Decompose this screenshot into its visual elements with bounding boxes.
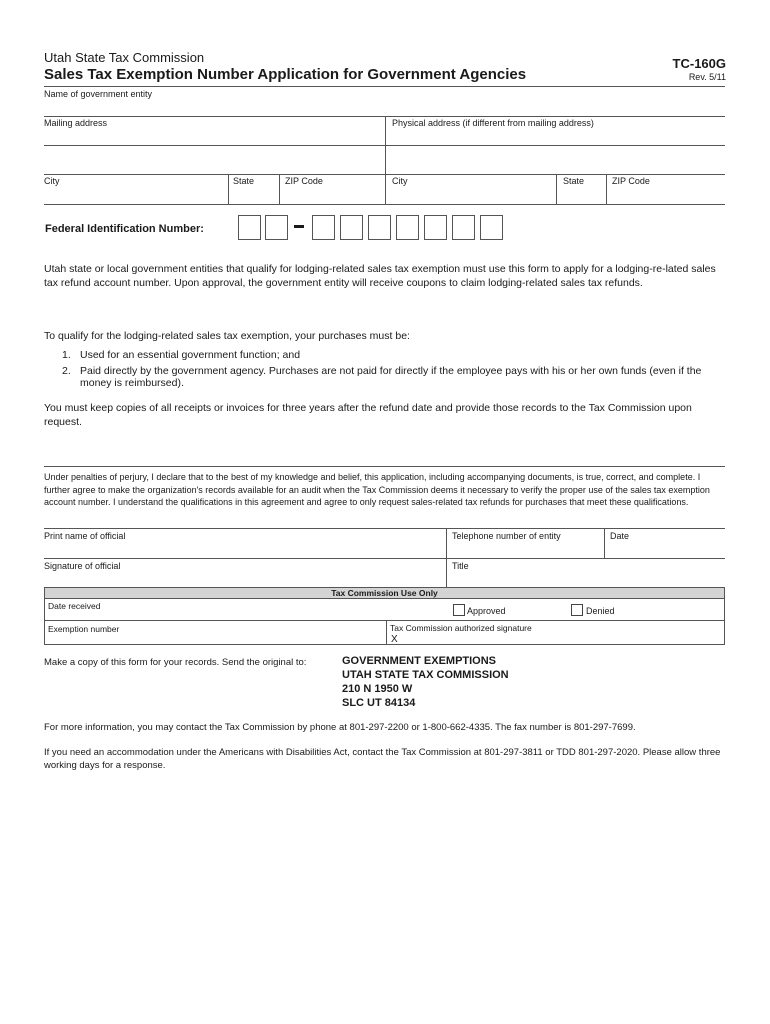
signature-label: Signature of official [44, 561, 121, 571]
divider [44, 620, 725, 621]
address-divider [385, 116, 386, 204]
fein-digit-box[interactable] [312, 215, 335, 240]
print-name-label: Print name of official [44, 531, 126, 541]
exemption-number-label: Exemption number [48, 624, 120, 634]
approved-checkbox[interactable] [453, 604, 465, 616]
qualify-item [62, 349, 724, 361]
records-paragraph: You must keep copies of all receipts or invoices for three years after the refund date and provide those records to the Tax Commission upon request. [44, 402, 692, 428]
fein-separator [294, 225, 304, 228]
form-revision: Rev. 5/11 [688, 72, 726, 82]
fein-digit-box[interactable] [368, 215, 391, 240]
form-number: TC-160G [672, 56, 726, 71]
denied-checkbox[interactable] [571, 604, 583, 616]
date-received-label: Date received [48, 601, 101, 611]
fein-label: Federal Identification Number: [45, 223, 204, 235]
physical-city-label: City [392, 176, 408, 186]
entity-name-label: Name of government entity [44, 89, 153, 99]
telephone-label: Telephone number of entity [452, 531, 561, 541]
date-label: Date [610, 531, 630, 541]
address-line: GOVERNMENT EXEMPTIONS [342, 655, 497, 667]
physical-address-label: Physical address (if different from mailing address) [392, 118, 594, 128]
signature-x-mark: X [391, 634, 398, 645]
intro-paragraph: Utah state or local government entities that qualify for lodging-related sales tax exemption must use this form to apply for a lodging-re-lated sales tax refund account number. Upon approval, the government entity will receive coupons to claim lodging-related sales tax refunds. [44, 263, 716, 289]
authorized-signature-label: Tax Commission authorized signature [390, 623, 532, 633]
mailing-address-block [342, 654, 509, 710]
office-use-header: Tax Commission Use Only [44, 587, 725, 599]
divider [44, 204, 725, 205]
agency-name: Utah State Tax Commission [44, 50, 205, 65]
denied-label: Denied [586, 606, 615, 616]
mailing-zip-label: ZIP Code [285, 176, 323, 186]
field-divider [556, 174, 557, 204]
ada-info: If you need an accommodation under the Americans with Disabilities Act, contact the Tax Commission at 801-297-3811 or TDD 801-297-2020. Please allow three working days for a response. [44, 747, 721, 771]
list-text: Used for an essential government function; and [80, 349, 301, 361]
print-name-field[interactable] [44, 558, 725, 559]
list-number: 1. [62, 349, 71, 361]
qualify-item [62, 365, 724, 389]
address-field-line[interactable] [44, 145, 725, 146]
qualify-lead: To qualify for the lodging-related sales tax exemption, your purchases must be: [44, 330, 410, 342]
mailing-address-label: Mailing address [44, 118, 108, 128]
fein-digit-box[interactable] [424, 215, 447, 240]
title-label: Title [452, 561, 469, 571]
form-title: Sales Tax Exemption Number Application for Government Agencies [44, 66, 527, 83]
address-line: 210 N 1950 W [342, 683, 413, 695]
mailing-city-label: City [44, 176, 60, 186]
address-line: SLC UT 84134 [342, 697, 416, 709]
field-divider [606, 174, 607, 204]
fein-digit-box[interactable] [265, 215, 288, 240]
divider [44, 466, 725, 467]
mailing-state-label: State [233, 176, 255, 186]
address-field-line[interactable] [44, 174, 725, 175]
field-divider [386, 620, 387, 645]
field-divider [279, 174, 280, 204]
divider [44, 86, 725, 87]
perjury-declaration: Under penalties of perjury, I declare that to the best of my knowledge and belief, this application, including accompanying documents, is true, correct, and complete. I further agree to make the organization's records available for an audit when the Tax Commission deems it necessary to verify the proper use of the sales tax exemption account number. I understand the qualifications in this agreement and agree to only request sales-related tax refunds for purchases that meet these qualifications. [44, 472, 710, 507]
physical-zip-label: ZIP Code [612, 176, 650, 186]
list-text: Paid directly by the government agency. Purchases are not paid for directly if the employee pays with his or her own funds (even if the money is reimbursed). [80, 365, 702, 389]
fein-digit-box[interactable] [480, 215, 503, 240]
fein-digit-box[interactable] [396, 215, 419, 240]
field-divider [228, 174, 229, 204]
fein-digit-box[interactable] [452, 215, 475, 240]
mailing-instruction: Make a copy of this form for your records. Send the original to: [44, 657, 307, 668]
field-divider [604, 528, 605, 558]
approved-label: Approved [467, 606, 506, 616]
fein-digit-box[interactable] [238, 215, 261, 240]
divider [44, 528, 725, 529]
fein-digit-box[interactable] [340, 215, 363, 240]
physical-state-label: State [563, 176, 585, 186]
address-line: UTAH STATE TAX COMMISSION [342, 669, 509, 681]
contact-info: For more information, you may contact the Tax Commission by phone at 801-297-2200 or 1-800-662-4335. The fax number is 801-297-7699. [44, 722, 636, 733]
list-number: 2. [62, 365, 71, 377]
office-use-box [44, 599, 725, 645]
